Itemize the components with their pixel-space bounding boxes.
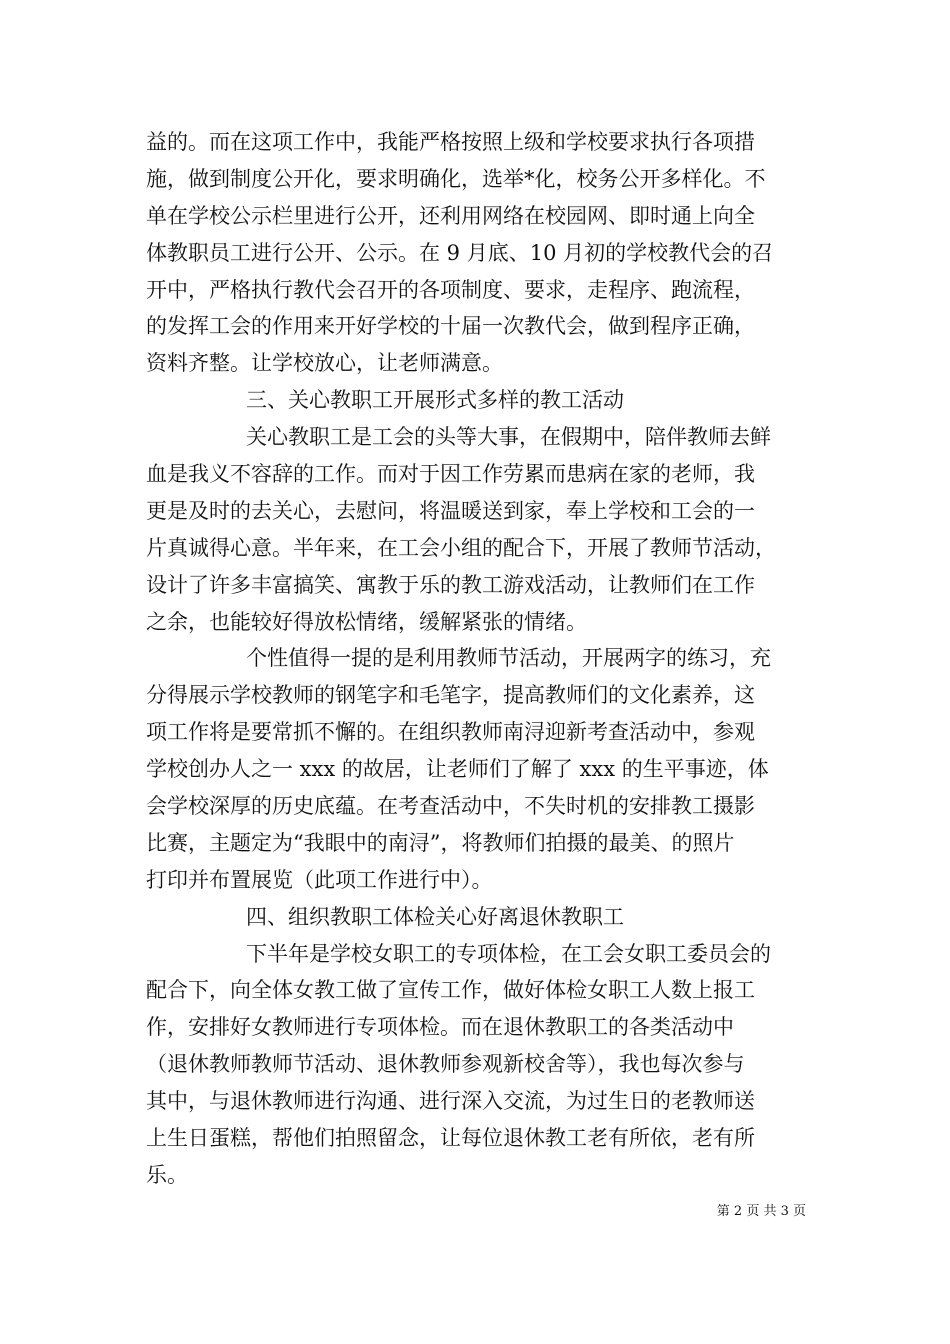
paragraph-line: 其中，与退休教师进行沟通、进行深入交流，为过生日的老教师送 — [146, 1089, 755, 1114]
paragraph-line: 乐。 — [146, 1162, 188, 1187]
paragraph-line: 片真诚得心意。半年来，在工会小组的配合下，开展了教师节活动， — [146, 535, 776, 560]
paragraph-line: （退休教师教师节活动、退休教师参观新校舍等），我也每次参与 — [146, 1052, 745, 1077]
paragraph-line: 项工作将是要常抓不懈的。在组织教师南浔迎新考查活动中，参观 — [146, 720, 755, 745]
paragraph-line: 作，安排好女教师进行专项体检。而在退休教职工的各类活动中 — [146, 1015, 734, 1040]
paragraph-line: 个性值得一提的是利用教师节活动，开展两字的练习，充 — [246, 646, 771, 671]
paragraph-line: 配合下，向全体女教工做了宣传工作，做好体检女职工人数上报工 — [146, 978, 755, 1003]
paragraph-line: 之余，也能较好得放松情绪，缓解紧张的情绪。 — [146, 609, 587, 634]
paragraph-line: 分得展示学校教师的钢笔字和毛笔字，提高教师们的文化素养，这 — [146, 683, 755, 708]
paragraph-line: 血是我义不容辞的工作。而对于因工作劳累而患病在家的老师，我 — [146, 462, 755, 487]
paragraph-line: 单在学校公示栏里进行公开，还利用网络在校园网、即时通上向全 — [146, 203, 755, 228]
paragraph-line: 开中，严格执行教代会召开的各项制度、要求，走程序、跑流程， — [146, 277, 755, 302]
document-body — [146, 124, 806, 1194]
paragraph-line: 学校创办人之一 xxx 的故居，让老师们了解了 xxx 的生平事迹，体 — [146, 757, 769, 782]
paragraph-line: 资料齐整。让学校放心，让老师满意。 — [146, 351, 503, 376]
section-heading: 三、关心教职工开展形式多样的教工活动 — [246, 388, 624, 413]
section-heading: 四、组织教职工体检关心好离退休教职工 — [246, 904, 624, 929]
paragraph-line: 益的。而在这项工作中，我能严格按照上级和学校要求执行各项措 — [146, 130, 755, 154]
page-number-footer: 第 2 页 共 3 页 — [716, 1204, 806, 1219]
paragraph-line: 打印并布置展览（此项工作进行中）。 — [146, 867, 493, 892]
paragraph-line: 上生日蛋糕，帮他们拍照留念，让每位退休教工老有所依，老有所 — [146, 1126, 755, 1151]
paragraph-line: 的发挥工会的作用来开好学校的十届一次教代会，做到程序正确， — [146, 314, 755, 339]
paragraph-line: 设计了许多丰富搞笑、寓教于乐的教工游戏活动，让教师们在工作 — [146, 572, 755, 597]
paragraph-line: 关心教职工是工会的头等大事，在假期中，陪伴教师去鲜 — [246, 425, 771, 450]
paragraph-line: 施，做到制度公开化，要求明确化，选举*化，校务公开多样化。不 — [146, 166, 766, 191]
paragraph-line: 下半年是学校女职工的专项体检，在工会女职工委员会的 — [246, 941, 771, 966]
paragraph-line: 更是及时的去关心，去慰问，将温暖送到家，奉上学校和工会的一 — [146, 498, 755, 523]
paragraph-line: 比赛，主题定为“我眼中的南浔”，将教师们拍摄的最美、的照片 — [146, 830, 735, 855]
paragraph-line: 会学校深厚的历史底蕴。在考查活动中，不失时机的安排教工摄影 — [146, 794, 755, 819]
paragraph-line: 体教职员工进行公开、公示。在 9 月底、10 月初的学校教代会的召 — [146, 240, 774, 265]
